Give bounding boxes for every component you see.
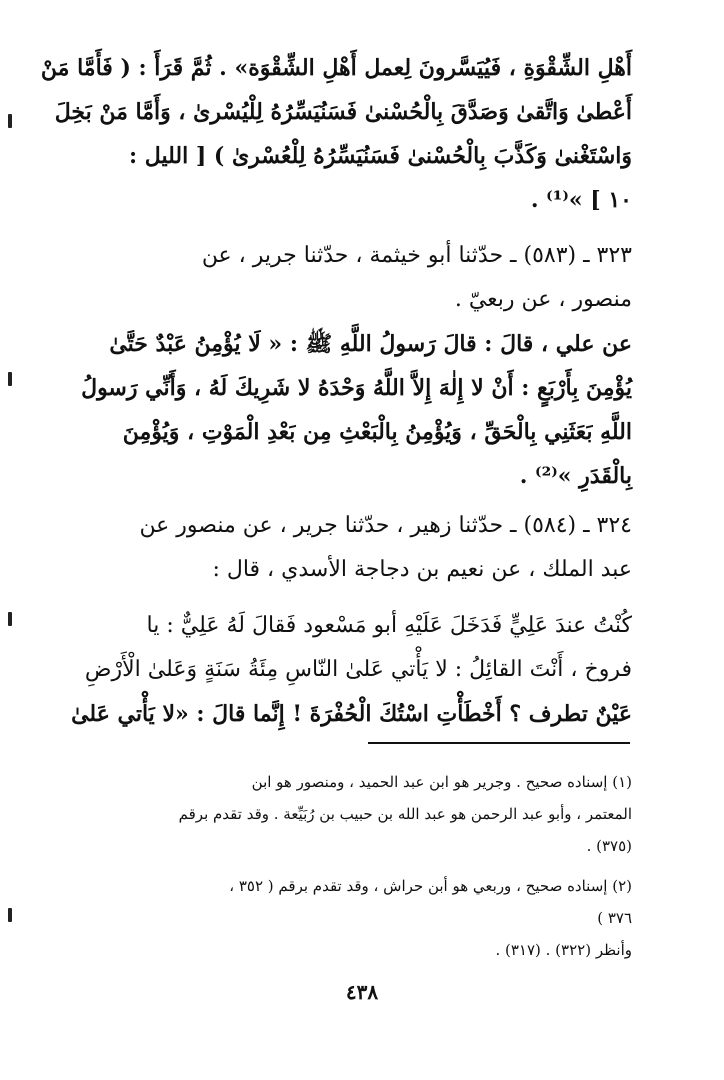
scan-edge-mark xyxy=(8,372,12,386)
footnote-2 xyxy=(76,870,632,966)
footnote-1 xyxy=(76,766,632,862)
scan-edge-mark xyxy=(8,114,12,128)
footnote-line: (٢) إسناده صحيح ، وربعي هو أبن حراش ، وقد تقدم برقم ( ٣٥٢ ، xyxy=(229,877,632,895)
footnote-line: المعتمر ، وأبو عبد الرحمن هو عبد الله بن حبيب بن رُبَيِّعة . وقد تقدم برقم xyxy=(178,805,632,823)
footnote-line: وأنظر (٣٢٢) . (٣١٧) . xyxy=(495,941,632,959)
footnote-line: ٣٧٦ ) xyxy=(597,909,632,927)
footnotes xyxy=(76,766,632,966)
hadith-323-isnad xyxy=(80,234,632,322)
text-line: منصور ، عن ربعيّ . xyxy=(454,287,632,312)
footnote-line: (٣٧٥) . xyxy=(586,837,632,855)
scan-edge-mark xyxy=(8,612,12,626)
text-line: عبد الملك ، عن نعيم بن دجاجة الأسدي ، قال : xyxy=(212,557,632,582)
text-line: ١٠ ] »⁽¹⁾ . xyxy=(530,187,632,213)
page-number: ٤٣٨ xyxy=(345,980,379,1004)
text-line: أَهْلِ الشِّقْوَةِ ، فَيُيَسَّرونَ لِعمل أَهْلِ الشِّقْوَة» . ثُمَّ قَرَأَ : ( فَأَمَّا مَنْ xyxy=(40,55,632,81)
text-line: يُؤْمِنَ بِأَرْبَعٍ : أَنْ لا إِلٰهَ إِلاَّ اللَّهُ وَحْدَهُ لا شَرِيكَ لَهُ ، وَأَنِّي رَسولُ xyxy=(81,375,632,401)
footnote-line: (١) إسناده صحيح . وجرير هو ابن عبد الحميد ، ومنصور هو ابن xyxy=(251,773,632,791)
hadith-continuation-text xyxy=(40,46,632,222)
footnote-separator xyxy=(368,742,630,744)
scan-edge-mark xyxy=(8,908,12,922)
text-line: فروخ ، أَنْتَ القائِلُ : لا يَأْتي عَلىٰ النّاسِ مِئَةُ سَنَةٍ وَعَلىٰ الْأَرْضِ xyxy=(84,657,632,682)
hadith-324-isnad xyxy=(80,504,632,592)
text-line: أَعْطىٰ وَاتَّقىٰ وَصَدَّقَ بِالْحُسْنىٰ فَسَنُيَسِّرُهُ لِلْيُسْرىٰ ، وَأَمَّا مَنْ بَخِلَ xyxy=(54,99,632,125)
text-line: عَيْنٌ تطرف ؟ أَخْطَأْتِ اسْتُكَ الْحُفْرَةَ ! إِنَّما قالَ : «لا يَأْتي عَلىٰ xyxy=(71,701,632,727)
hadith-323-matn xyxy=(80,322,632,498)
text-line: ٣٢٤ ـ (٥٨٤) ـ حدّثنا زهير ، حدّثنا جرير ، عن منصور عن xyxy=(139,513,632,538)
text-line: وَاسْتَغْنىٰ وَكَذَّبَ بِالْحُسْنىٰ فَسَنُيَسِّرُهُ لِلْعُسْرىٰ ) [ الليل : xyxy=(129,143,632,169)
text-line: ٣٢٣ ـ (٥٨٣) ـ حدّثنا أبو خيثمة ، حدّثنا جرير ، عن xyxy=(201,243,632,268)
hadith-324-matn xyxy=(71,604,632,736)
text-line: عن علي ، قالَ : قالَ رَسولُ اللَّهِ ﷺ : « لَا يُؤْمِنُ عَبْدٌ حَتَّىٰ xyxy=(109,331,632,357)
text-line: كُنْتُ عندَ عَلِيٍّ فَدَخَلَ عَلَيْهِ أبو مَسْعود فَقالَ لَهُ عَلِيٌّ : يا xyxy=(146,613,632,638)
text-line: بِالْقَدَرِ »⁽²⁾ . xyxy=(519,463,632,489)
text-line: اللَّهِ بَعَثَنِي بِالْحَقِّ ، وَيُؤْمِنُ بِالْبَعْثِ مِن بَعْدِ الْمَوْتِ ، وَيُؤْمِنَ xyxy=(122,419,632,445)
